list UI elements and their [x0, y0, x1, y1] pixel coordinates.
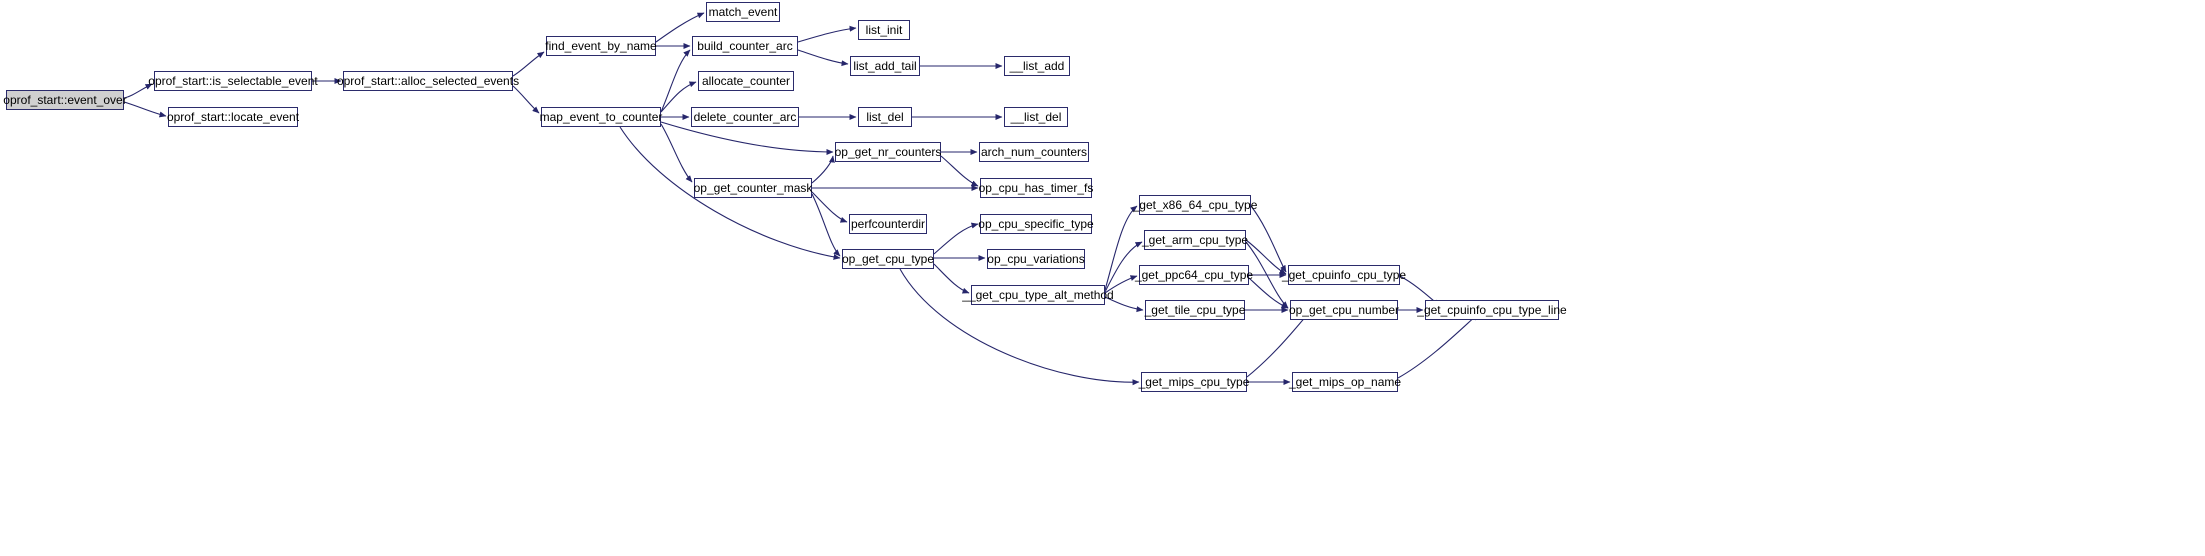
graph-edge-event_over-to-locate_event	[124, 102, 166, 116]
graph-node-delete_counter_arc[interactable]: delete_counter_arc	[691, 107, 799, 127]
graph-edge-op_get_cpu_type-to-op_cpu_specific_type	[934, 224, 978, 254]
graph-node-perfcounterdir[interactable]: perfcounterdir	[849, 214, 927, 234]
graph-edge-build_counter_arc-to-list_init	[798, 28, 856, 42]
graph-node-op_get_counter_mask[interactable]: op_get_counter_mask	[694, 178, 812, 198]
graph-node-get_tile_cpu_type[interactable]: _get_tile_cpu_type	[1145, 300, 1245, 320]
graph-edge-op_get_nr_counters-to-op_cpu_has_timer_fs	[941, 156, 978, 186]
graph-node-find_event_by_name[interactable]: find_event_by_name	[546, 36, 656, 56]
graph-node-build_counter_arc[interactable]: build_counter_arc	[692, 36, 798, 56]
graph-node-op_get_nr_counters[interactable]: op_get_nr_counters	[835, 142, 941, 162]
graph-edge-get_mips_cpu_type-to-op_get_cpu_number	[1247, 312, 1310, 377]
graph-node-get_ppc64_cpu_type[interactable]: _get_ppc64_cpu_type	[1139, 265, 1249, 285]
graph-node-alloc_selected_events[interactable]: oprof_start::alloc_selected_events	[343, 71, 513, 91]
graph-edge-get_mips_op_name-to-cpuinfo_cpu_type_line	[1398, 314, 1478, 378]
graph-node-match_event[interactable]: match_event	[706, 2, 780, 22]
graph-node-op_cpu_has_timer_fs[interactable]: op_cpu_has_timer_fs	[980, 178, 1092, 198]
graph-node-event_over[interactable]: oprof_start::event_over	[6, 90, 124, 110]
graph-node-cpuinfo_cpu_type_line[interactable]: _get_cpuinfo_cpu_type_line	[1425, 300, 1559, 320]
graph-edge-op_get_counter_mask-to-perfcounterdir	[812, 192, 847, 222]
graph-edge-get_ppc64_cpu_type-to-op_get_cpu_number	[1249, 278, 1288, 308]
graph-edge-alloc_selected_events-to-find_event_by_name	[513, 52, 544, 76]
graph-node-allocate_counter[interactable]: allocate_counter	[698, 71, 794, 91]
graph-edge-map_event_to_counter-to-build_counter_arc	[661, 50, 690, 112]
graph-node-map_event_to_counter[interactable]: map_event_to_counter	[541, 107, 661, 127]
graph-edge-op_get_counter_mask-to-op_get_cpu_type	[812, 194, 840, 256]
graph-edge-build_counter_arc-to-list_add_tail	[798, 50, 848, 64]
graph-node-get_arm_cpu_type[interactable]: _get_arm_cpu_type	[1144, 230, 1246, 250]
graph-node-arch_num_counters[interactable]: arch_num_counters	[979, 142, 1089, 162]
graph-node-get_mips_cpu_type[interactable]: _get_mips_cpu_type	[1141, 372, 1247, 392]
graph-node-cpu_type_alt_method[interactable]: __get_cpu_type_alt_method	[971, 285, 1105, 305]
graph-node-locate_event[interactable]: oprof_start::locate_event	[168, 107, 298, 127]
graph-edge-cpu_type_alt_method-to-get_x86_64_cpu_type	[1105, 206, 1137, 290]
graph-node-get_x86_64_cpu_type[interactable]: _get_x86_64_cpu_type	[1139, 195, 1251, 215]
graph-node-op_cpu_specific_type[interactable]: op_cpu_specific_type	[980, 214, 1092, 234]
graph-node-list_init[interactable]: list_init	[858, 20, 910, 40]
graph-node-is_selectable_event[interactable]: oprof_start::is_selectable_event	[154, 71, 312, 91]
graph-node-get_mips_op_name[interactable]: _get_mips_op_name	[1292, 372, 1398, 392]
graph-node-op_get_cpu_type[interactable]: op_get_cpu_type	[842, 249, 934, 269]
graph-node-op_cpu_variations[interactable]: op_cpu_variations	[987, 249, 1085, 269]
graph-node-__list_add[interactable]: __list_add	[1004, 56, 1070, 76]
graph-edge-alloc_selected_events-to-map_event_to_counter	[513, 86, 539, 113]
graph-node-list_add_tail[interactable]: list_add_tail	[850, 56, 920, 76]
graph-edge-op_get_counter_mask-to-op_get_nr_counters	[812, 156, 833, 183]
graph-edge-map_event_to_counter-to-op_get_counter_mask	[661, 124, 692, 182]
graph-node-list_del[interactable]: list_del	[858, 107, 912, 127]
graph-node-__list_del[interactable]: __list_del	[1004, 107, 1068, 127]
graph-edge-get_x86_64_cpu_type-to-get_cpuinfo_cpu_type	[1251, 206, 1286, 272]
graph-node-get_cpuinfo_cpu_type[interactable]: _get_cpuinfo_cpu_type	[1288, 265, 1400, 285]
graph-edge-cpu_type_alt_method-to-get_arm_cpu_type	[1105, 242, 1142, 292]
graph-node-op_get_cpu_number[interactable]: op_get_cpu_number	[1290, 300, 1398, 320]
